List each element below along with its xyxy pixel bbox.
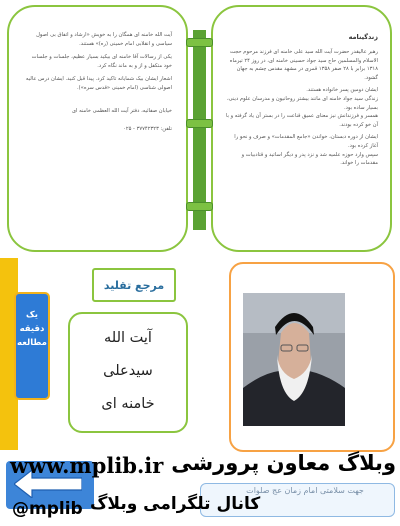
left-paragraph-2: یکی از رسالات آقا خامنه ای بیکید بسیار عظیم، جلسات و جلسات خود متکفل و از و به ماند نگاه کرد. (31, 54, 172, 69)
one-minute-reading-tab: یک دقیقه مطالعه (14, 292, 50, 400)
salavat-text: جهت سلامتی امام زمان عج صلوات (246, 486, 364, 495)
biography-heading: زندگینامه (348, 33, 378, 41)
watermark-site-url[interactable]: www.mplib.ir (10, 453, 164, 478)
name-line-2: سیدعلی (103, 363, 153, 379)
right-paragraph-2: ایشان دومین پسر خانواده هستند. (306, 87, 378, 94)
left-page-text (25, 31, 172, 134)
booklet-spine (193, 30, 206, 230)
marja-label-box: مرجع تقلید (92, 268, 176, 302)
name-box (68, 312, 188, 433)
right-paragraph-5: ایشان از دوره دبستان، خواندن «جامع المقدمات» و صرف و نحو را آغاز کرده بود. (234, 134, 378, 149)
portrait-photo-icon (243, 293, 345, 426)
name-line-3: خامنه ای (101, 396, 155, 412)
right-page-text (225, 33, 378, 168)
right-booklet-page (211, 5, 392, 252)
right-paragraph-6: سپس وارد حوزه علمیه شد و نزد پدر و دیگر اساتید و قتادبیات و مقدمات را خواند. (241, 151, 378, 167)
right-paragraph-3: زندگی سید جواد خامنه ای مانند بیشتر روحانیون و مدرسان علوم دینی، بسیار ساده بود. (226, 95, 378, 111)
left-phone: تلفن: ۳۷۷۴۲۳۲۳ - ۰۲۵ (123, 126, 172, 133)
binding-ring-middle (186, 119, 213, 128)
watermark-blog-title: وبلاگ معاون پرورشی (171, 451, 396, 475)
watermark-handle[interactable]: @mplib (12, 499, 83, 519)
binding-ring-top (186, 38, 213, 47)
right-paragraph-4: همسر و فرزندانش نیز معنای عمیق قناعت را در بستر آن یاد گرفته و با آن خو کرده بودند. (225, 113, 378, 128)
left-booklet-page (7, 5, 188, 252)
watermark-telegram-channel: کانال تلگرامی وبلاگ (90, 494, 261, 514)
left-paragraph-1: آیت الله خامنه ای همگان را به خویش «ارشاد و اتفاق بی اصول سیاسی و انقلابی امام خمینی (ره)» هستند. (36, 32, 172, 47)
name-line-1: آیت الله (104, 330, 152, 346)
right-paragraph-1: رهبر عالیقدر حضرت آیت الله سید علی خامنه ای فرزند مرحوم حجت الاسلام والمسلمین حاج سید جواد حسینی خامنه ای، در روز ۲۴ تیرماه ۱۳۱۸ برابر با ۲۸ صفر ۱۳۵۸ قمری در مشهد مقدس چشم به جهان گشود. (229, 49, 378, 81)
left-address: خیابان صفائیه، دفتر آیت الله العظمی خامنه ای (71, 107, 172, 114)
left-paragraph-3: اشعار ایشان بیک شمایانه تاکید کرد. پیدا قبل کنید. ایشان درس عالیه اصولی شناسی (امام خمینی «قدس سره»). (25, 76, 172, 91)
binding-ring-bottom (186, 202, 213, 211)
